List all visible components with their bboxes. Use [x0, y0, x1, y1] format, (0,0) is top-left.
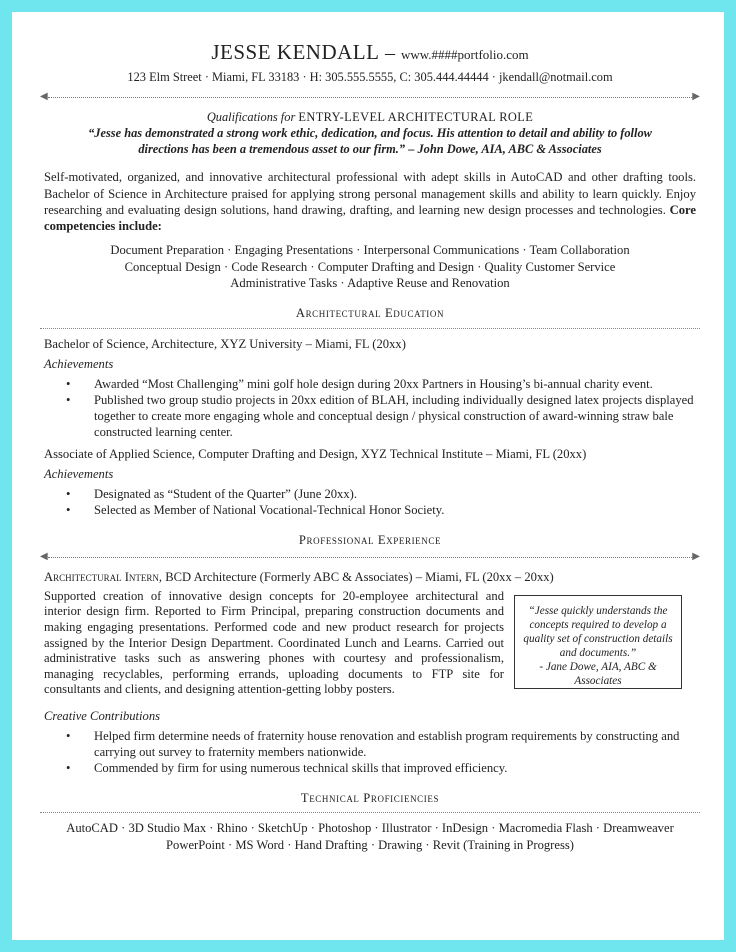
education-entry-1	[44, 336, 696, 352]
skills-line: AutoCAD · 3D Studio Max · Rhino · SketchUp · Photoshop · Illustrator · InDesign · Macromedia Flash · Dreamweaver	[66, 821, 674, 836]
achievements-label: Achievements	[44, 467, 114, 482]
bullet-icon: •	[66, 761, 71, 776]
core-competencies-label: Core competencies include:	[44, 202, 696, 234]
list-item	[66, 486, 696, 502]
education-heading: Architectural Education	[295, 306, 445, 321]
technical-heading: Technical Proficiencies	[300, 791, 440, 806]
list-item	[66, 760, 696, 776]
testimonial-box	[514, 595, 682, 689]
list-item	[66, 392, 696, 440]
contributions-list	[44, 728, 696, 776]
contact-line: 123 Elm Street · Miami, FL 33183 · H: 305.555.5555, C: 305.444.44444 · jkendall@notmail.com	[127, 70, 613, 84]
degree-title: Associate of Applied Science,	[44, 447, 196, 462]
bullet-icon: •	[66, 503, 71, 518]
bullet-icon: •	[66, 377, 71, 392]
list-item-text: Helped firm determine needs of fraternity house renovation and establish program requirements by constructing and carrying out survey to fraternity members nationwide.	[94, 729, 680, 760]
competency-line: Administrative Tasks · Adaptive Reuse and Renovation	[230, 276, 510, 291]
list-item-text: Selected as Member of National Vocational-Technical Honor Society.	[94, 503, 445, 518]
list-item-text: Commended by firm for using numerous technical skills that improved efficiency.	[94, 761, 508, 776]
education-entry-2	[44, 446, 696, 462]
divider-rule	[40, 812, 700, 814]
header	[44, 40, 696, 67]
divider-rule	[40, 550, 700, 563]
experience-body	[44, 589, 696, 698]
bullet-icon: •	[66, 487, 71, 502]
resume-document	[40, 40, 700, 854]
box-quote-text: “Jesse quickly understands the concepts required to develop a quality set of construction details and documents.”	[523, 604, 673, 659]
competencies-list	[44, 242, 696, 291]
arrow-left-icon: ◀	[40, 91, 48, 103]
professional-summary	[44, 169, 696, 234]
qualifications-title	[44, 109, 696, 125]
skills-line: PowerPoint · MS Word · Hand Drafting · Drawing · Revit (Training in Progress)	[166, 838, 574, 853]
divider-rule	[42, 93, 698, 103]
list-item	[66, 376, 696, 392]
quote-line-2: directions has been a tremendous asset to our firm.” – John Dowe, AIA, ABC & Associates	[138, 142, 602, 157]
portfolio-link[interactable]: www.####portfolio.com	[400, 47, 529, 62]
achievements-list	[44, 486, 696, 518]
list-item-text: Published two group studio projects in 20xx edition of BLAH, including individually designed latex projects displayed together to create more engaging whole and conceptual design / physical construction of award-winning straw bale constructed learning center.	[94, 393, 694, 440]
quote-line-1: “Jesse has demonstrated a strong work ethic, dedication, and focus. His attention to detail and ability to follow	[88, 126, 652, 141]
arrow-right-icon: ▶	[692, 91, 700, 103]
list-item-text: Designated as “Student of the Quarter” (June 20xx).	[94, 487, 357, 502]
qualifications-prefix: Qualifications for	[206, 110, 296, 125]
degree-detail: Computer Drafting and Design, XYZ Technical Institute – Miami, FL (20xx)	[198, 447, 587, 462]
degree-title: Bachelor of Science,	[44, 336, 149, 351]
degree-detail: Architecture, XYZ University – Miami, FL (20xx)	[151, 336, 406, 351]
arrow-left-icon: ◀	[40, 550, 48, 562]
creative-contributions-label: Creative Contributions	[44, 709, 161, 724]
summary-text: Self-motivated, organized, and innovative architectural professional with adept skills in AutoCAD and other drafting tools. Bachelor of Science in Architecture praised for applying strong personal management skills and ability to learn quickly. Enjoy researching and evaluating design solutions, hand drawing, drafting, and learning new design processes and technologies.	[44, 170, 696, 217]
list-item	[66, 502, 696, 518]
qualifications-role: ENTRY-LEVEL ARCHITECTURAL ROLE	[298, 110, 534, 125]
name-dash: –	[384, 42, 396, 64]
achievements-label: Achievements	[44, 356, 114, 371]
list-item-text: Awarded “Most Challenging” mini golf hole design during 20xx Partners in Housing’s bi-annual charity event.	[94, 377, 653, 392]
job-description: Supported creation of innovative design concepts for 20-employee architectural and interior design firm. Reported to Firm Principal, preparing construction documents and making engaging presentations. Performed code and new product research for projects assigned by the Interior Design Department. Coordinated Lunch and Learns. Carried out administrative tasks such as answering phones with courtesy and professionalism, managing recyclables, performing errands, uploading documents to FTP site for consultants and clients, and designing attention-getting lobby posters.	[44, 588, 504, 697]
competency-line: Document Preparation · Engaging Presentations · Interpersonal Communications · Team Collaboration	[110, 243, 630, 258]
experience-heading: Professional Experience	[298, 533, 442, 548]
job-detail: BCD Architecture (Formerly ABC & Associates) – Miami, FL (20xx – 20xx)	[165, 569, 554, 584]
testimonial-quote	[44, 125, 696, 157]
box-quote-attribution: - Jane Dowe, AIA, ABC & Associates	[539, 660, 657, 687]
divider-rule	[40, 328, 700, 330]
technical-skills	[44, 820, 696, 854]
bullet-icon: •	[66, 729, 71, 744]
achievements-list	[44, 376, 696, 440]
competency-line: Conceptual Design · Code Research · Computer Drafting and Design · Quality Customer Service	[124, 259, 616, 274]
bullet-icon: •	[66, 393, 71, 408]
experience-entry	[44, 569, 696, 585]
arrow-right-icon: ▶	[692, 550, 700, 562]
candidate-name: JESSE KENDALL	[211, 40, 380, 64]
list-item	[66, 728, 696, 760]
job-title: Architectural Intern,	[44, 569, 163, 584]
